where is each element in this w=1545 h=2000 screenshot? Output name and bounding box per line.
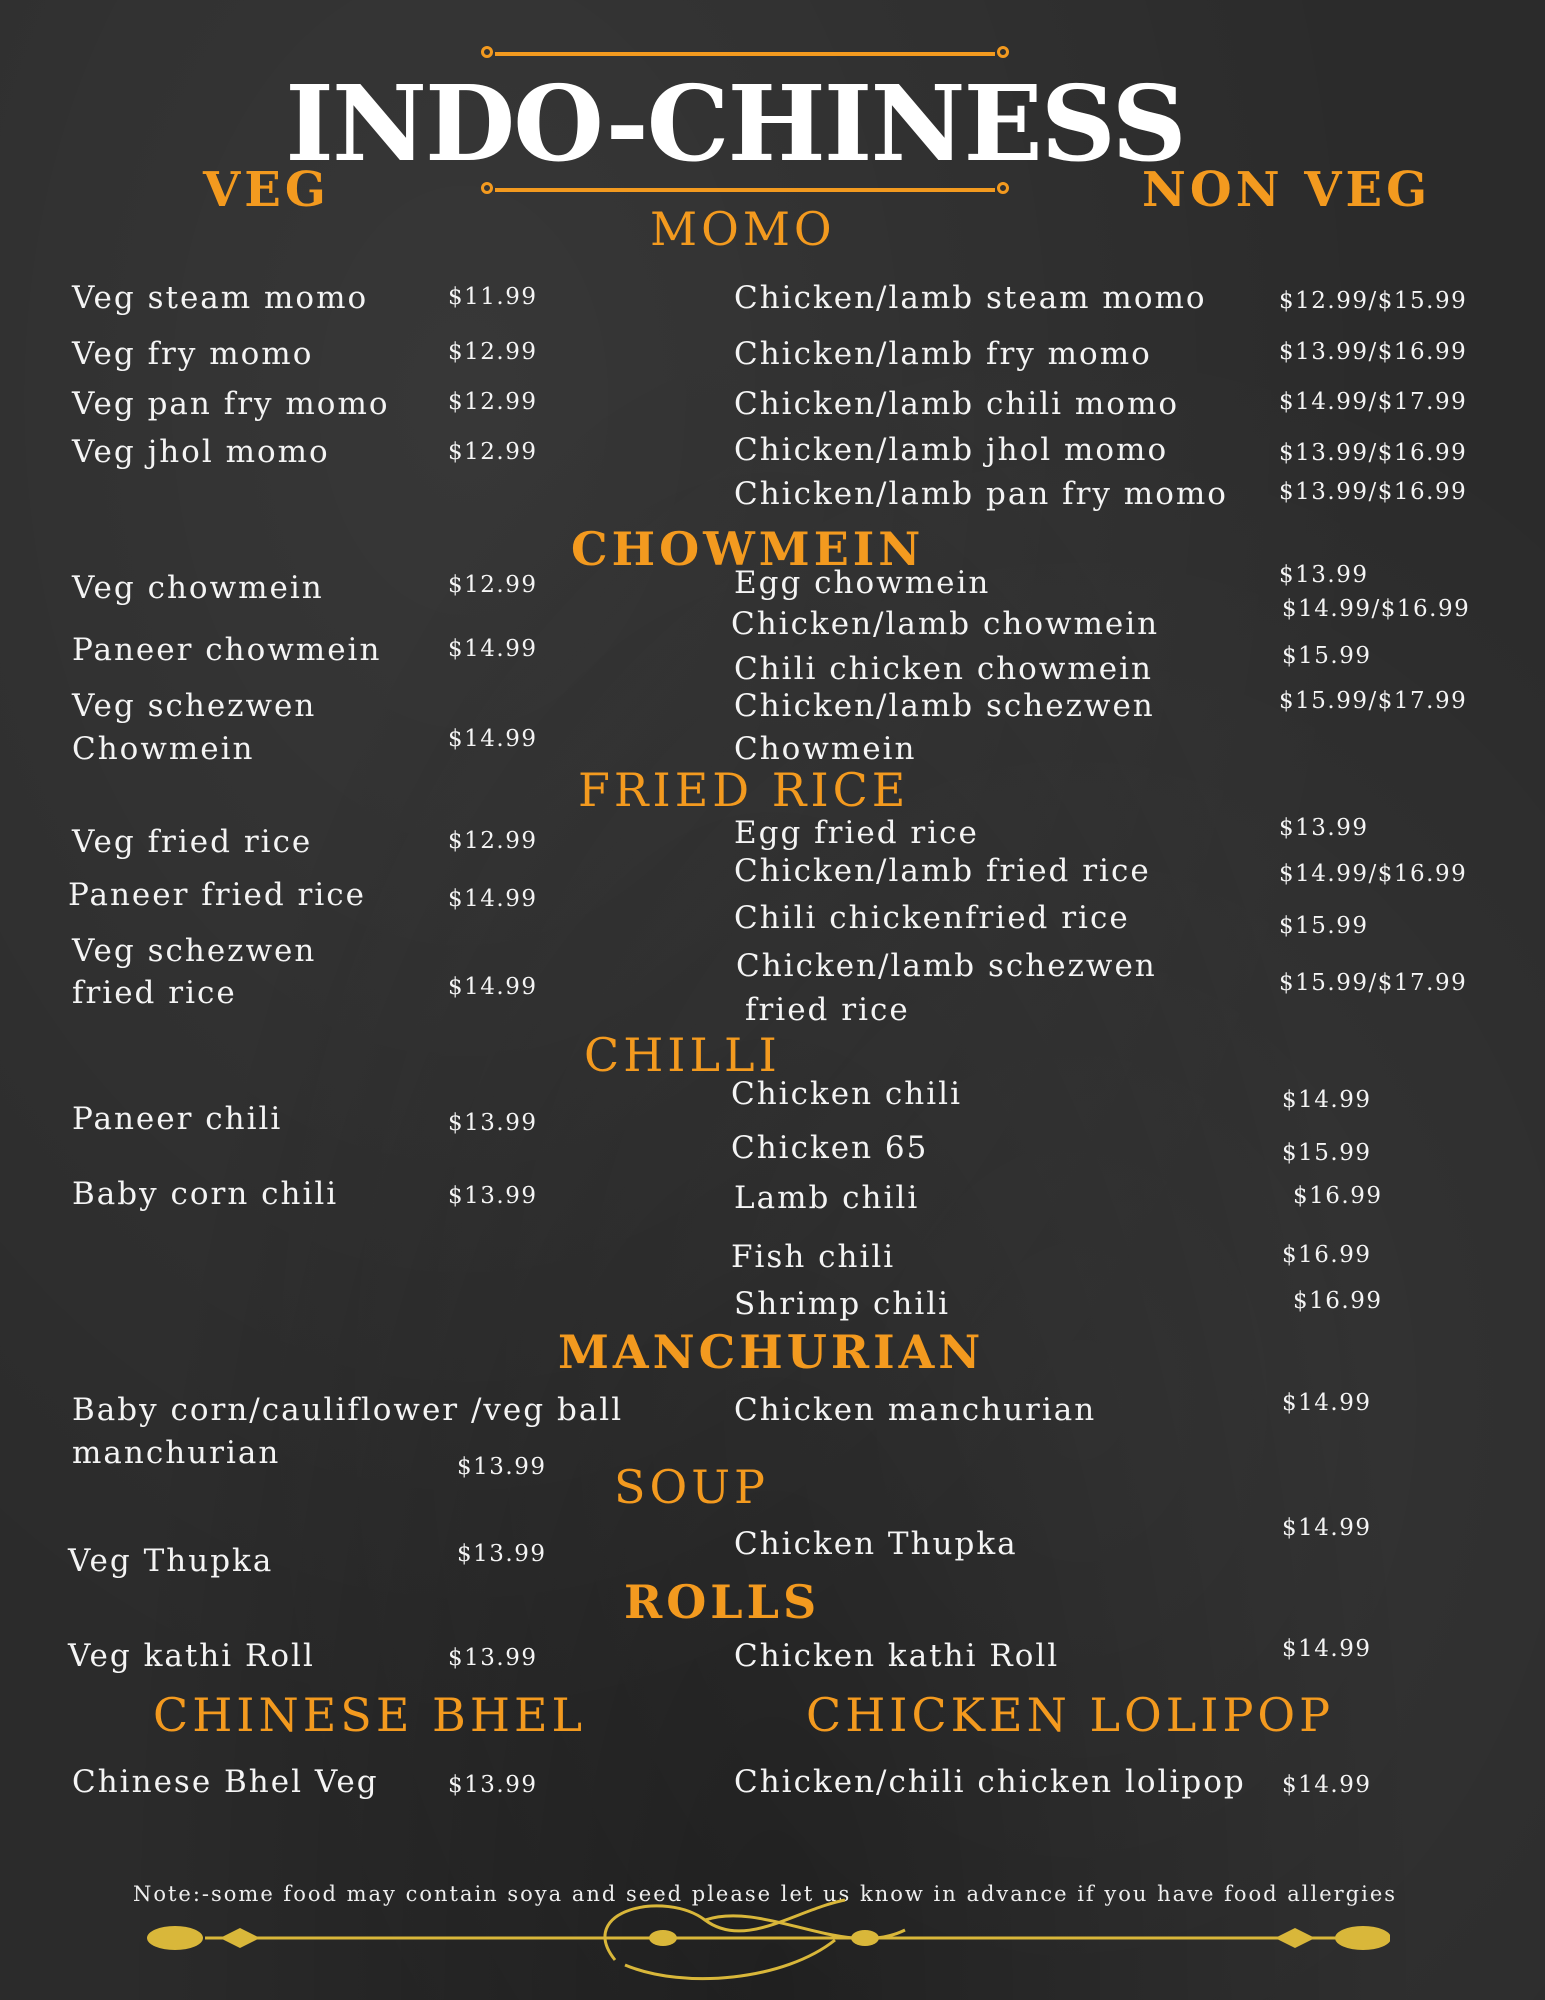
veg-item-name: Paneer fried rice — [68, 877, 366, 913]
nonveg-item-price: $13.99/$16.99 — [1279, 479, 1468, 505]
nonveg-item-price: $13.99/$16.99 — [1279, 339, 1468, 365]
nonveg-item-name: Chicken/lamb steam momo — [734, 280, 1207, 316]
veg-item-name: Veg Thupka — [68, 1543, 274, 1579]
veg-item-price: $11.99 — [448, 284, 538, 310]
veg-item-price: $14.99 — [448, 886, 538, 912]
veg-item-price: $13.99 — [457, 1454, 547, 1480]
veg-item-price: $12.99 — [448, 439, 538, 465]
veg-item-price: $13.99 — [457, 1541, 547, 1567]
veg-item-price: $13.99 — [448, 1772, 538, 1798]
nonveg-item-name: Chicken 65 — [731, 1130, 929, 1166]
veg-item-price: $14.99 — [448, 636, 538, 662]
nonveg-item-name: Chicken/lamb jhol momo — [734, 432, 1169, 468]
veg-item-name: Veg kathi Roll — [68, 1638, 315, 1674]
nonveg-item-price: $12.99/$15.99 — [1279, 288, 1468, 314]
veg-item-name: Veg pan fry momo — [72, 386, 390, 422]
nonveg-item-name: Chili chickenfried rice — [734, 900, 1130, 936]
nonveg-column-heading: NON VEG — [1142, 162, 1432, 218]
nonveg-item-name: Lamb chili — [734, 1180, 920, 1216]
nonveg-item-name: Chicken Thupka — [734, 1526, 1018, 1562]
nonveg-item-name-line2: fried rice — [745, 992, 910, 1028]
veg-item-price: $12.99 — [448, 828, 538, 854]
nonveg-item-name-line2: Chowmein — [734, 731, 917, 767]
section-momo: MOMO — [650, 202, 836, 256]
section-chilli: CHILLI — [584, 1028, 781, 1082]
veg-item-price: $14.99 — [448, 726, 538, 752]
nonveg-item-price: $15.99 — [1282, 1140, 1372, 1166]
veg-item-name: Veg steam momo — [72, 280, 369, 316]
nonveg-item-price: $16.99 — [1282, 1242, 1372, 1268]
nonveg-item-price: $16.99 — [1293, 1288, 1383, 1314]
nonveg-item-name: Chicken manchurian — [734, 1392, 1097, 1428]
veg-column-heading: VEG — [203, 162, 330, 218]
nonveg-item-price: $15.99/$17.99 — [1279, 688, 1468, 714]
nonveg-item-name: Egg fried rice — [734, 815, 979, 851]
nonveg-item-price: $15.99 — [1282, 643, 1372, 669]
nonveg-item-name: Chicken kathi Roll — [734, 1638, 1060, 1674]
veg-item-price: $12.99 — [448, 572, 538, 598]
veg-item-name: Veg schezwen — [72, 688, 317, 724]
veg-item-price: $13.99 — [448, 1110, 538, 1136]
bottom-title-divider — [495, 188, 995, 192]
section-fried-rice: FRIED RICE — [578, 763, 910, 817]
nonveg-item-price: $16.99 — [1293, 1183, 1383, 1209]
veg-item-name: Veg schezwen — [72, 933, 317, 969]
section-soup: SOUP — [614, 1460, 769, 1514]
nonveg-item-price: $14.99 — [1282, 1390, 1372, 1416]
gold-flourish-ornament — [145, 1890, 1390, 2000]
section-chinese-bhel: CHINESE BHEL — [153, 1688, 587, 1742]
veg-item-name-line2: fried rice — [72, 975, 237, 1011]
nonveg-item-name: Chicken/lamb schezwen — [736, 948, 1157, 984]
nonveg-item-price: $13.99 — [1279, 562, 1369, 588]
veg-item-name: Veg chowmein — [72, 570, 324, 606]
veg-item-name: Baby corn chili — [72, 1176, 339, 1212]
nonveg-item-name: Chicken/chili chicken lolipop — [734, 1764, 1246, 1800]
nonveg-item-name: Chicken/lamb pan fry momo — [734, 476, 1228, 512]
nonveg-item-price: $13.99 — [1279, 815, 1369, 841]
veg-item-name: Baby corn/cauliflower /veg ball — [72, 1392, 624, 1428]
nonveg-item-name: Chili chicken chowmein — [734, 651, 1153, 687]
nonveg-item-price: $14.99 — [1282, 1515, 1372, 1541]
nonveg-item-name: Egg chowmein — [734, 565, 991, 601]
nonveg-item-price: $14.99 — [1282, 1087, 1372, 1113]
veg-item-name: Paneer chowmein — [72, 632, 382, 668]
veg-item-name: Veg jhol momo — [72, 434, 330, 470]
menu-title: INDO-CHINESS — [285, 62, 1185, 185]
veg-item-name: Veg fry momo — [72, 336, 314, 372]
nonveg-item-name: Shrimp chili — [734, 1286, 951, 1322]
veg-item-name-line2: manchurian — [72, 1435, 281, 1471]
nonveg-item-price: $14.99/$17.99 — [1279, 389, 1468, 415]
nonveg-item-name: Chicken/lamb chowmein — [731, 606, 1160, 642]
nonveg-item-price: $14.99 — [1282, 1636, 1372, 1662]
nonveg-item-price: $14.99/$16.99 — [1279, 861, 1468, 887]
allergy-note: Note:-some food may contain soya and seed please let us know in advance if you have food allergies — [132, 1882, 1398, 1906]
nonveg-item-name: Chicken/lamb fried rice — [734, 853, 1151, 889]
nonveg-item-name: Chicken chili — [731, 1076, 962, 1112]
veg-item-name: Chinese Bhel Veg — [72, 1764, 379, 1800]
section-rolls: ROLLS — [624, 1575, 821, 1629]
nonveg-item-name: Chicken/lamb schezwen — [734, 688, 1155, 724]
section-chicken-lolipop: CHICKEN LOLIPOP — [806, 1688, 1335, 1742]
section-chowmein: CHOWMEIN — [571, 522, 925, 576]
nonveg-item-name: Chicken/lamb fry momo — [734, 336, 1152, 372]
veg-item-price: $12.99 — [448, 339, 538, 365]
veg-item-name: Veg fried rice — [72, 824, 313, 860]
nonveg-item-price: $14.99/$16.99 — [1282, 596, 1471, 622]
nonveg-item-name: Fish chili — [731, 1239, 896, 1275]
nonveg-item-name: Chicken/lamb chili momo — [734, 386, 1180, 422]
veg-item-price: $13.99 — [448, 1645, 538, 1671]
nonveg-item-price: $15.99 — [1279, 913, 1369, 939]
section-manchurian: MANCHURIAN — [558, 1325, 985, 1379]
nonveg-item-price: $13.99/$16.99 — [1279, 440, 1468, 466]
nonveg-item-price: $15.99/$17.99 — [1279, 970, 1468, 996]
veg-item-price: $12.99 — [448, 389, 538, 415]
veg-item-name: Paneer chili — [72, 1101, 283, 1137]
nonveg-item-price: $14.99 — [1282, 1772, 1372, 1798]
veg-item-price: $13.99 — [448, 1183, 538, 1209]
veg-item-price: $14.99 — [448, 974, 538, 1000]
top-divider — [495, 52, 995, 56]
veg-item-name-line2: Chowmein — [72, 731, 255, 767]
